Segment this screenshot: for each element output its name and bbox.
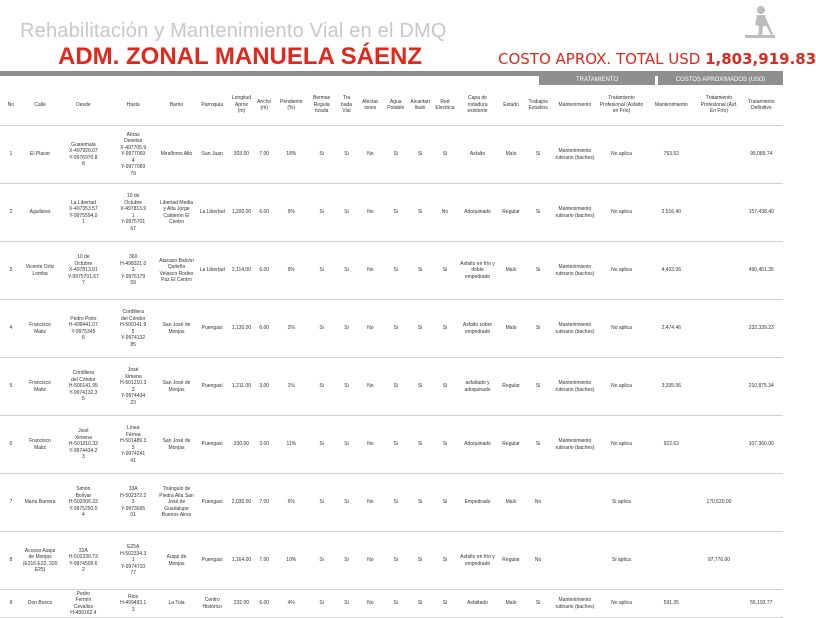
cell-alc: Si [408,532,432,590]
cell-no: 6 [0,416,22,474]
cell-trat: No aplica [599,590,644,618]
cell-trabajos: Si [525,300,551,358]
cell-trat: No aplica [599,300,644,358]
cell-barrio: Libertad Media y Alta Jorge Calderón El Centro [158,184,195,242]
cell-longitud: 1,211.00 [230,358,254,416]
cell-trat2 [698,126,739,184]
cell-red: Si [432,416,458,474]
cell-trabajos: Si [525,242,551,300]
cell-bermas: Si [308,474,336,532]
cell-capa: Asfalto en frío y doble empedrado [458,242,497,300]
cell-pendiente: 4% [275,590,307,618]
group-header-tratamiento: TRATAMIENTO [539,76,655,85]
cell-alc: Si [408,358,432,416]
cell-mant [551,532,599,590]
cell-bermas: Si [308,300,336,358]
cell-agua: Si [383,532,408,590]
cell-red: Si [432,358,458,416]
cell-barrio: Miraflores Alto [158,126,195,184]
cell-pendiente: 9% [275,242,307,300]
cell-def: 55,193.77 [740,590,783,618]
cell-pendiente: 10% [275,532,307,590]
cell-alc: Si [408,416,432,474]
cell-desde: 10 de Octubre X-497813.91 Y-9975701.67 7 [58,242,108,300]
cell-capa: Asfalto [458,126,497,184]
cell-barrio: San José de Monjas [158,358,195,416]
cell-red: Si [432,590,458,618]
cell-longitud: 1,164.00 [230,532,254,590]
cell-mant: Mantenimiento rutinario (baches) [551,358,599,416]
cell-trab: Si [336,474,358,532]
cell-barrio: San José de Monjas [158,416,195,474]
cell-bermas: Si [308,416,336,474]
cell-calle: Aguilares [22,184,59,242]
cell-trat: No aplica [599,358,644,416]
cell-afect: No [357,590,383,618]
group-header-costos: COSTOS APROXIMADOS (USD) [658,76,783,85]
column-header: Desde [58,85,108,126]
cell-mant2 [644,474,698,532]
cell-def: 95,085.74 [740,126,783,184]
column-header: Tratamiento Profesional (Asf. En Frío) [698,85,739,126]
table-row [0,358,783,416]
cell-ancho: 3.00 [253,358,275,416]
cell-red: No [432,184,458,242]
cell-bermas: Si [308,242,336,300]
cell-longitud: 2,114.00 [230,242,254,300]
cell-calle: Francisco Matiz [22,300,59,358]
cell-alc: Si [408,126,432,184]
cell-hasta: 360 H-498321.0 3 Y-9976179 59 [108,242,158,300]
cell-estado: Malo [497,300,525,358]
cell-capa: asfaltado y adoquinado [458,358,497,416]
cell-estado: Malo [497,590,525,618]
cell-pendiente: 9% [275,184,307,242]
cell-def [740,532,783,590]
table-row [0,474,783,532]
cell-calle: Acceso Auqui de Monjas (E316 E22, 320 E25) [22,532,59,590]
cell-agua: Si [383,358,408,416]
column-header: Trabajos Estudios [525,85,551,126]
cell-calle: María Barrera [22,474,59,532]
cell-def: 232,339.23 [740,300,783,358]
cell-estado: Malo [497,242,525,300]
cell-trat: Si aplica [599,474,644,532]
cell-afect: No [357,474,383,532]
cell-capa: Asfalto en frío y empedrado [458,532,497,590]
road-worker-icon [743,4,777,40]
cell-hasta: 33A H-502372.2 3 Y-9973695 01 [108,474,158,532]
cell-trat2 [698,416,739,474]
cell-ancho: 6.00 [253,184,275,242]
cell-trabajos: No [525,474,551,532]
column-header: Agua Potable [383,85,408,126]
cell-no: 8 [0,532,22,590]
cell-parroquia: San Juan [195,126,230,184]
cell-longitud: 330.00 [230,416,254,474]
cell-alc: Si [408,474,432,532]
cell-alc: Si [408,590,432,618]
cell-trat: No aplica [599,416,644,474]
cell-mant2 [644,532,698,590]
cell-trab: Si [336,126,358,184]
cell-longitud: 232.00 [230,590,254,618]
cell-parroquia: Puengasí [195,358,230,416]
cell-estado: Malo [497,474,525,532]
cell-trab: Si [336,242,358,300]
cell-no: 7 [0,474,22,532]
cell-def: 210,875.34 [740,358,783,416]
cell-red: Si [432,474,458,532]
cell-parroquia: Puengasí [195,474,230,532]
table-row [0,126,783,184]
cell-agua: Si [383,242,408,300]
cell-desde: Cordillera del Cóndor H-500141.95 Y-9974132.3 5 [58,358,108,416]
cell-capa: Asfaltado [458,590,497,618]
column-header: Alcantari llado [408,85,432,126]
page-title: ADM. ZONAL MANUELA SÁENZ [58,43,422,70]
cell-bermas: Si [308,532,336,590]
cell-parroquia: La Libertad [195,242,230,300]
table-row [0,184,783,242]
cell-ancho: 6.00 [253,590,275,618]
cell-mant2: 3,335.06 [644,358,698,416]
cell-mant2: 2,516.40 [644,184,698,242]
column-header: Afectac iones [357,85,383,126]
cell-afect: No [357,532,383,590]
cell-calle: El Placer [22,126,59,184]
cell-def: 107,360.00 [740,416,783,474]
cell-mant2: 591.35 [644,590,698,618]
cell-afect: No [357,358,383,416]
cell-hasta: Línea Férrea H-501489.3 3 Y-9974241 41 [108,416,158,474]
cell-alc: Si [408,242,432,300]
table-header-row [0,85,783,126]
cell-red: Si [432,242,458,300]
cell-parroquia: La Libertad [195,184,230,242]
cell-red: Si [432,300,458,358]
column-header: Estado [497,85,525,126]
cell-hasta: E25A H-502334.3 1 Y-9974710 77 [108,532,158,590]
cell-trat2: 170,520.00 [698,474,739,532]
column-header: Mantenimiento [644,85,698,126]
cell-def [740,474,783,532]
cell-trat2 [698,184,739,242]
cell-trab: Si [336,300,358,358]
cell-barrio: Triángulo de Piedra Alta San José de Guadalupe Buenos Aires [158,474,195,532]
column-header: Calle [22,85,59,126]
cell-longitud: 303.00 [230,126,254,184]
cell-bermas: Si [308,590,336,618]
cell-trat: No aplica [599,242,644,300]
cell-hasta: Abras Deleitas X-497705.9 Y-9977069 4 Y-9977069 79 [108,126,158,184]
cell-trab: Si [336,358,358,416]
total-cost [498,50,816,68]
cell-alc: Si [408,300,432,358]
table-row [0,590,783,618]
cell-longitud: 1,130.00 [230,300,254,358]
cell-desde: 32A H-502230.73 Y-9974509.6 2 [58,532,108,590]
cell-mant2: 2,474.46 [644,300,698,358]
column-header: Ancho (m) [253,85,275,126]
cell-trabajos: Si [525,358,551,416]
column-header: Bermas Regula rizada [308,85,336,126]
cell-pendiente: 6% [275,474,307,532]
cell-calle: Francisco Matiz [22,416,59,474]
cell-parroquia: Centro Histórico [195,590,230,618]
cell-no: 2 [0,184,22,242]
table-row [0,242,783,300]
cell-calle: Don Bosco [22,590,59,618]
cell-mant: Mantenimiento rutinario (baches) [551,300,599,358]
cell-estado: Regular [497,532,525,590]
cell-afect: No [357,126,383,184]
cell-afect: No [357,416,383,474]
background-title: Rehabilitación y Mantenimiento Vial en el DMQ [20,20,447,42]
cell-no: 3 [0,242,22,300]
cell-bermas: Si [308,358,336,416]
column-header: Tratamiento Definitivo [740,85,783,126]
cell-desde: Pedro Fermín Cevallos H-499162.4 [58,590,108,618]
cell-estado: Malo [497,126,525,184]
table-row [0,532,783,590]
cell-ancho: 3.00 [253,416,275,474]
cell-def: 490,451.35 [740,242,783,300]
cell-ancho: 7.00 [253,474,275,532]
column-header: Mantenimiento [551,85,599,126]
cell-ancho: 6.00 [253,242,275,300]
cell-trabajos: Si [525,416,551,474]
cell-capa: Asfalto sobre empedrado [458,300,497,358]
cell-mant: Mantenimiento rutinario (baches) [551,242,599,300]
cell-afect: No [357,184,383,242]
cell-trat2 [698,590,739,618]
cell-mant [551,474,599,532]
cell-agua: Si [383,474,408,532]
cell-mant2: 922.63 [644,416,698,474]
cell-longitud: 1,200.00 [230,184,254,242]
cell-trabajos: Si [525,590,551,618]
cell-trab: Si [336,184,358,242]
cell-no: 1 [0,126,22,184]
table-row [0,416,783,474]
cell-ancho: 7.00 [253,532,275,590]
column-header: Hasta [108,85,158,126]
cell-estado: Regular [497,184,525,242]
column-header: Red Electrica [432,85,458,126]
cell-mant2: 4,433.06 [644,242,698,300]
cell-calle: Francisco Matiz [22,358,59,416]
cell-mant: Mantenimiento rutinario (baches) [551,590,599,618]
cell-mant: Mantenimiento rutinario (baches) [551,126,599,184]
cell-estado: Regular [497,416,525,474]
cell-mant: Mantenimiento rutinario (baches) [551,184,599,242]
cell-trabajos: Si [525,184,551,242]
cell-pendiente: 1% [275,358,307,416]
column-header: Longitud Aprox (m) [230,85,254,126]
cell-pendiente: 2% [275,300,307,358]
cell-afect: No [357,300,383,358]
cell-agua: Si [383,126,408,184]
column-header: Tratamiento Profesional (Asfalto en Frío) [599,85,644,126]
cell-hasta: Cordillera del Cóndor H-500141.9 5 Y-9974132 85 [108,300,158,358]
total-cost-value: 1,803,919.83 [705,50,816,68]
cell-agua: Si [383,300,408,358]
cell-parroquia: Puengasí [195,416,230,474]
cell-def: 157,438.40 [740,184,783,242]
cell-barrio: Auqui de Monjas [158,532,195,590]
cell-bermas: Si [308,184,336,242]
cell-longitud: 2,030.00 [230,474,254,532]
cell-barrio: Atacazo Balcón Quiteño Velasco Rodeo Paz El Centro [158,242,195,300]
column-header: Barrio [158,85,195,126]
cell-desde: Simón Bolívar H-502006.33 Y-9975250.0 4 [58,474,108,532]
cell-trab: Si [336,416,358,474]
cell-parroquia: Puengasí [195,532,230,590]
cell-red: Si [432,126,458,184]
cell-trat2 [698,300,739,358]
cell-no: 9 [0,590,22,618]
cell-ancho: 6.00 [253,300,275,358]
total-cost-label: COSTO APROX. TOTAL USD [498,50,706,68]
cell-barrio: San José de Monjas [158,300,195,358]
cell-trat2: 97,776.00 [698,532,739,590]
cell-trat: Si aplica [599,532,644,590]
cell-no: 4 [0,300,22,358]
cell-pendiente: 18% [275,126,307,184]
cell-trat2 [698,242,739,300]
cell-mant2: 753.52 [644,126,698,184]
cell-capa: Adoquinado [458,416,497,474]
cell-no: 5 [0,358,22,416]
table-row [0,300,783,358]
column-header: Capa de rodadura existente [458,85,497,126]
cell-barrio: La Tola [158,590,195,618]
cell-desde: Guatemala X-497926.07 Y-9976970.8 8 [58,126,108,184]
cell-desde: José Ximena H-501210.33 Y-9974434.2 3 [58,416,108,474]
column-header: No [0,85,22,126]
cell-mant: Mantenimiento rutinario (baches) [551,416,599,474]
cell-agua: Si [383,416,408,474]
cell-ancho: 7.00 [253,126,275,184]
cell-trat2 [698,358,739,416]
cell-desde: Pedro Pinto H-499441.07 Y-9975345 6 [58,300,108,358]
cell-hasta: José Ximena H-501210.3 3 Y-9974434 23 [108,358,158,416]
cell-trab: Si [336,532,358,590]
cell-alc: Si [408,184,432,242]
column-header: Parroquia [195,85,230,126]
cell-parroquia: Puengasí [195,300,230,358]
cell-calle: Vicente Ortiz Lomba [22,242,59,300]
cell-trabajos: Si [525,126,551,184]
cell-hasta: 10 de Octubre X-497813.9 1 Y-9975701 67 [108,184,158,242]
cell-capa: Adoquinado [458,184,497,242]
cell-estado: Regular [497,358,525,416]
cell-trab: Si [336,590,358,618]
roads-table [0,85,783,618]
cell-afect: No [357,242,383,300]
cell-trabajos: No [525,532,551,590]
cell-red: Si [432,532,458,590]
cell-trat: No aplica [599,126,644,184]
cell-agua: Si [383,590,408,618]
cell-agua: Si [383,184,408,242]
cell-pendiente: 11% [275,416,307,474]
column-header: Pendiente (%) [275,85,307,126]
cell-hasta: Rios H-499493.1 3 [108,590,158,618]
cell-bermas: Si [308,126,336,184]
cell-trat: No aplica [599,184,644,242]
column-header: Tra bada Vial [336,85,358,126]
cell-capa: Empedrado [458,474,497,532]
cell-desde: La Libertad X-497353.57 Y-9975594.0 1 [58,184,108,242]
